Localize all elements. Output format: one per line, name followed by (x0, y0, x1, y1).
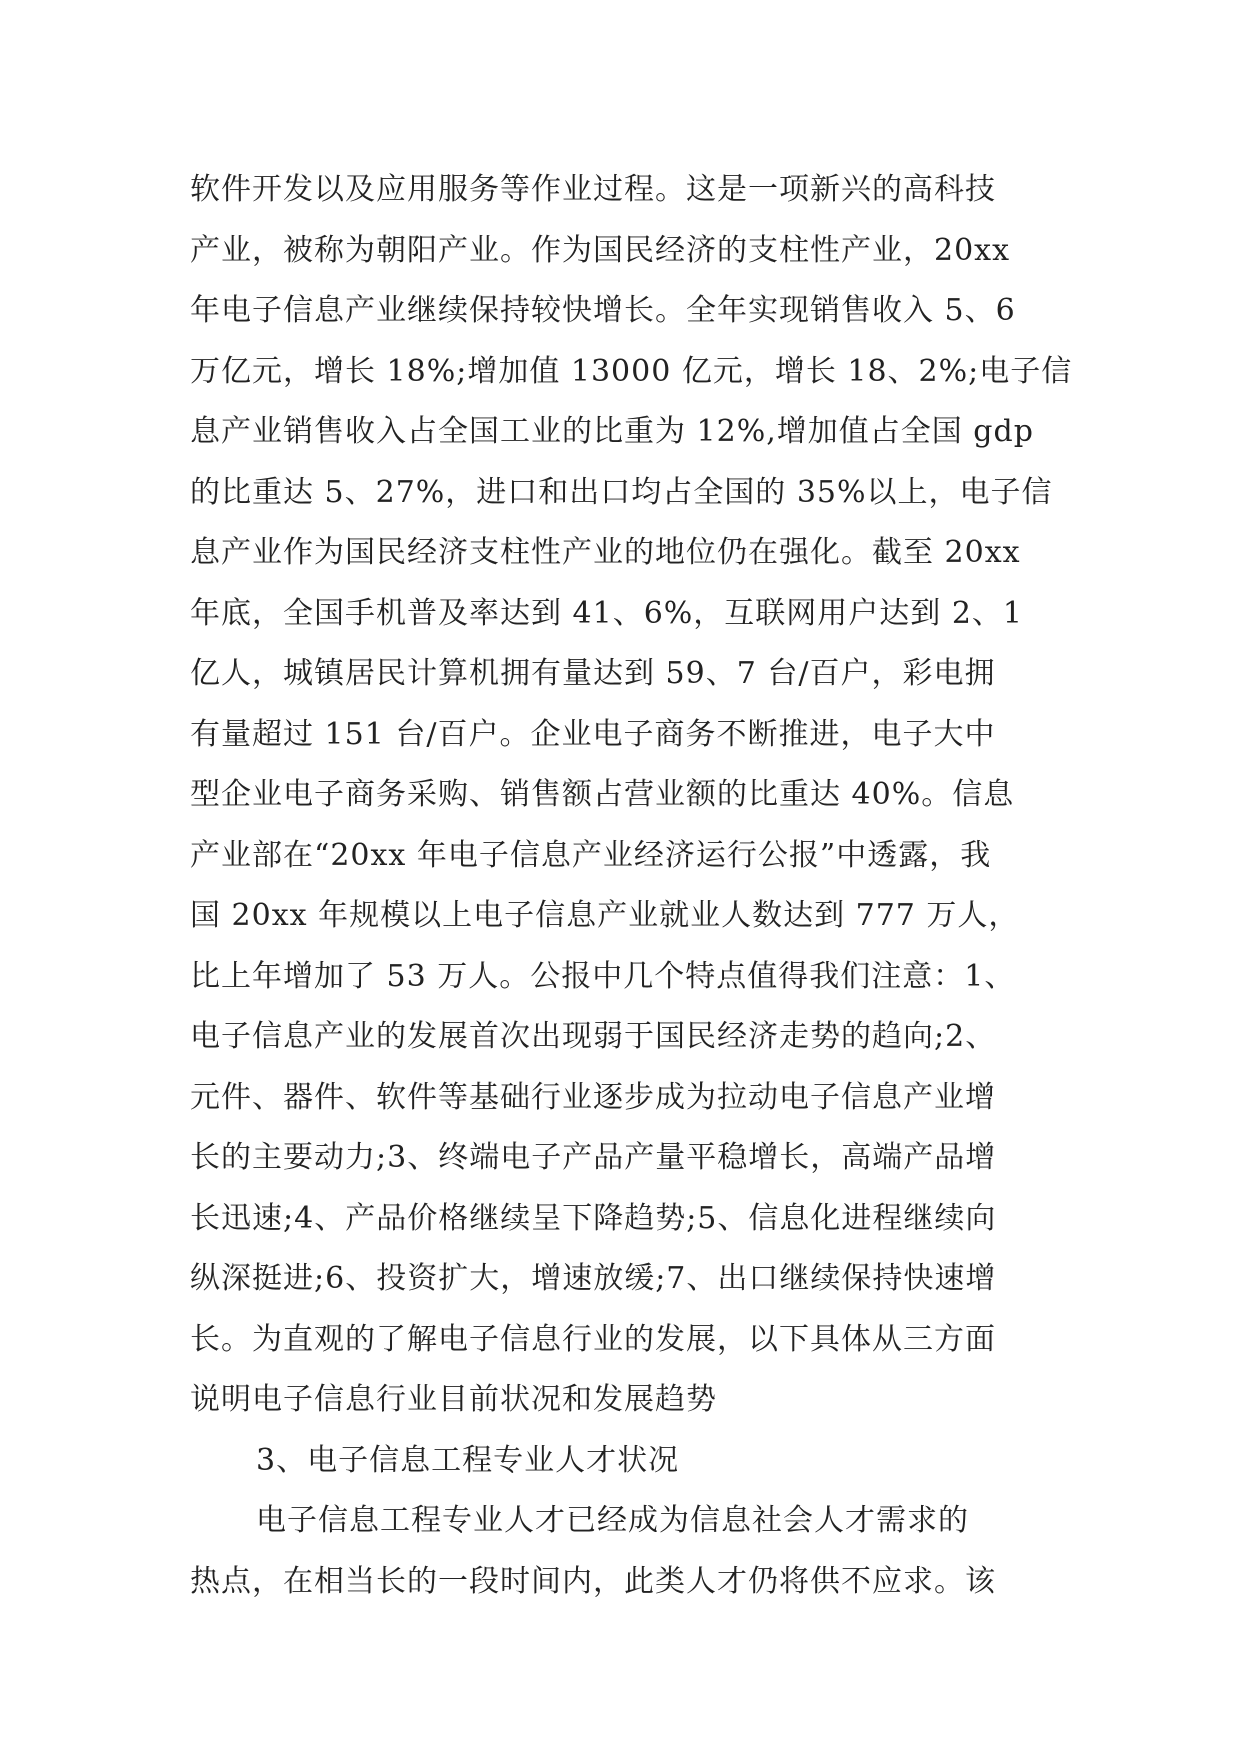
text-line: 电子信息产业的发展首次出现弱于国民经济走势的趋向;2、 (190, 1019, 997, 1054)
text-line: 软件开发以及应用服务等作业过程。这是一项新兴的高科技 (190, 172, 996, 207)
text-line: 纵深挺进;6、投资扩大，增速放缓;7、出口继续保持快速增 (190, 1261, 997, 1296)
text-line: 年底，全国手机普及率达到 41、6%，互联网用户达到 2、1 (190, 595, 1024, 631)
text-line: 产业部在“20xx 年电子信息产业经济运行公报”中透露，我 (190, 837, 992, 873)
text-line: 亿人，城镇居民计算机拥有量达到 59、7 台/百户，彩电拥 (190, 656, 996, 691)
text-line: 息产业作为国民经济支柱性产业的地位仍在强化。截至 20xx (190, 535, 1021, 570)
text-line: 年电子信息产业继续保持较快增长。全年实现销售收入 5、6 (190, 293, 1016, 328)
body-text (190, 160, 1073, 1612)
text-line: 长迅速;4、产品价格继续呈下降趋势;5、信息化进程继续向 (190, 1200, 997, 1236)
paragraph-start-line: 电子信息工程专业人才已经成为信息社会人才需求的 (256, 1503, 969, 1538)
text-line: 说明电子信息行业目前状况和发展趋势 (190, 1382, 717, 1417)
text-line: 元件、器件、软件等基础行业逐步成为拉动电子信息产业增 (190, 1079, 996, 1115)
text-line: 型企业电子商务采购、销售额占营业额的比重达 40%。信息 (190, 777, 1015, 812)
text-line: 比上年增加了 53 万人。公报中几个特点值得我们注意：1、 (190, 958, 1016, 994)
text-line: 国 20xx 年规模以上电子信息产业就业人数达到 777 万人， (190, 898, 1020, 933)
text-line: 长的主要动力;3、终端电子产品产量平稳增长，高端产品增 (190, 1140, 997, 1175)
text-line: 热点，在相当长的一段时间内，此类人才仍将供不应求。该 (190, 1563, 996, 1599)
text-line: 长。为直观的了解电子信息行业的发展，以下具体从三方面 (190, 1321, 996, 1357)
text-line: 有量超过 151 台/百户。企业电子商务不断推进，电子大中 (190, 716, 996, 752)
text-line: 息产业销售收入占全国工业的比重为 12%,增加值占全国 gdp (190, 414, 1034, 449)
text-line: 产业，被称为朝阳产业。作为国民经济的支柱性产业，20xx (190, 232, 1011, 268)
section-heading: 3、电子信息工程专业人才状况 (256, 1442, 680, 1478)
text-line: 万亿元，增长 18%;增加值 13000 亿元，增长 18、2%;电子信 (190, 353, 1073, 389)
text-line: 的比重达 5、27%，进口和出口均占全国的 35%以上，电子信 (190, 474, 1053, 510)
